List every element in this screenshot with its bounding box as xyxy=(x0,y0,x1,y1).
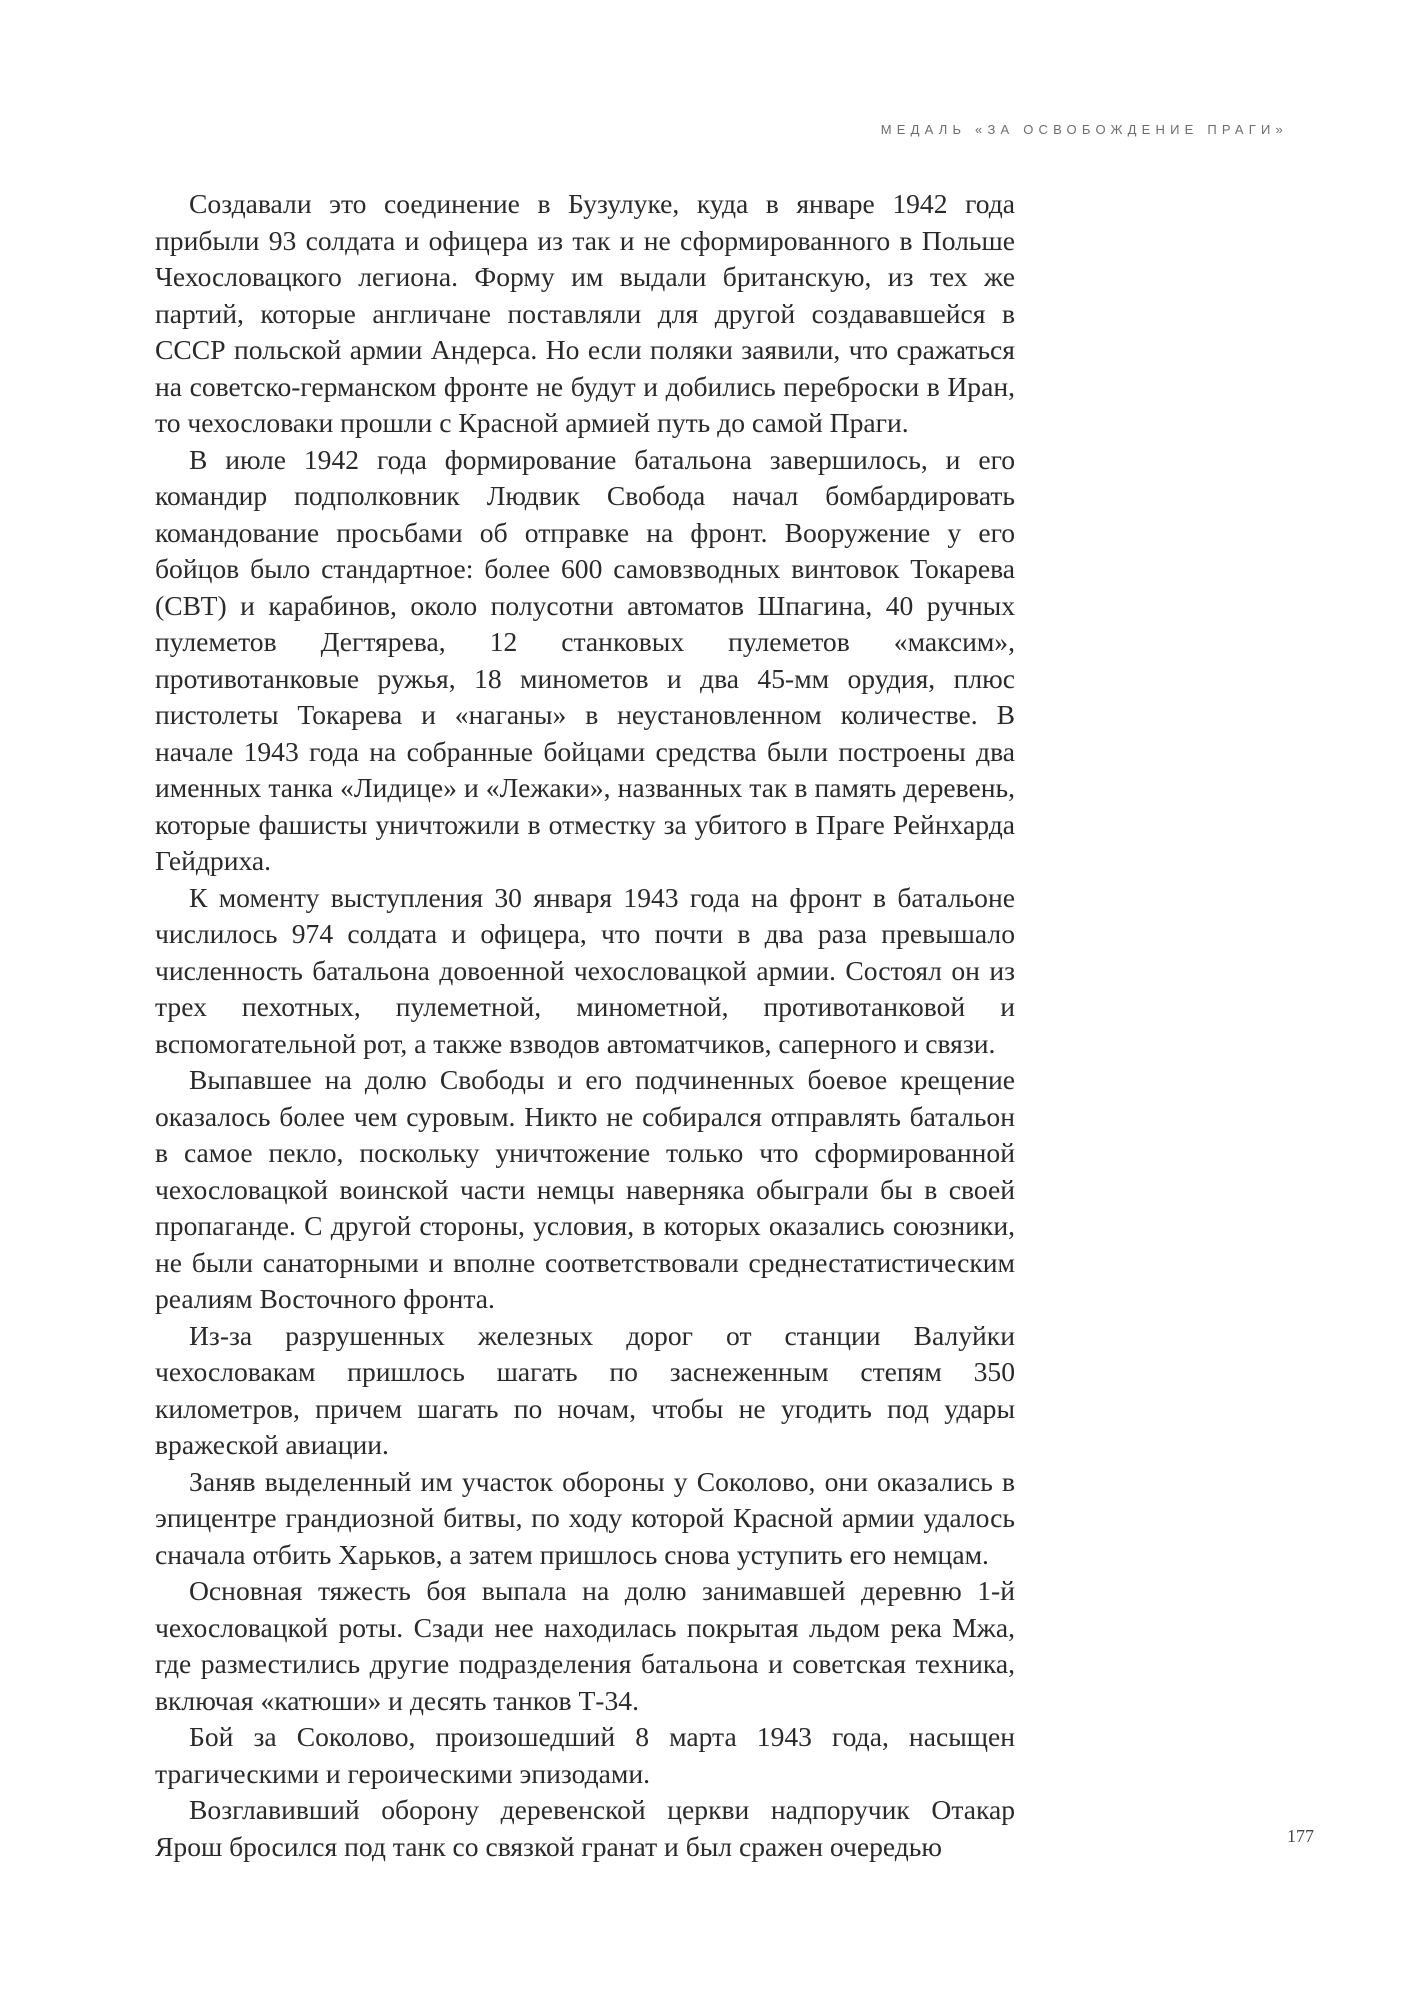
running-header: МЕДАЛЬ «ЗА ОСВОБОЖДЕНИЕ ПРАГИ» xyxy=(880,122,1288,137)
paragraph: Возглавивший оборону деревенской церкви надпоручик Отакар Ярош бросился под танк со связкой гранат и был сражен очередью xyxy=(155,1794,1015,1862)
paragraph: В июле 1942 года формирование батальона завершилось, и его командир подполковник Людвик Свобода начал бомбардировать командование просьбами об отправке на фронт. Вооружение у его бойцов было стандартное: более 600 самовзводных винтовок Токарева (СВТ) и карабинов, около полусотни автоматов Шпагина, 40 ручных пулеметов Дегтярева, 12 станковых пулеметов «максим», противотанковые ружья, 18 минометов и два 45-мм орудия, плюс пистолеты Токарева и «наганы» в неустановленном количестве. В начале 1943 года на собранные бойцами средства были построены два именных танка «Лидице» и «Лежаки», названных так в память деревень, которые фашисты уничтожили в отместку за убитого в Праге Рейнхарда Гейдриха. xyxy=(155,443,1015,876)
text-column xyxy=(155,186,1015,1865)
paragraph: Из-за разрушенных железных дорог от станции Валуйки чехословакам пришлось шагать по заснеженным степям 350 километров, причем шагать по ночам, чтобы не угодить под удары вражеской авиации. xyxy=(155,1319,1015,1460)
paragraph: Выпавшее на долю Свободы и его подчиненных боевое крещение оказалось более чем суровым. Никто не собирался отправлять батальон в самое пекло, поскольку уничтожение только что сформированной чехословацкой воинской части немцы наверняка обыграли бы в своей пропаганде. С другой стороны, условия, в которых оказались союзники, не были санаторными и вполне соответствовали среднестатистическим реалиям Восточного фронта. xyxy=(155,1064,1015,1314)
paragraph: К моменту выступления 30 января 1943 года на фронт в батальоне числилось 974 солдата и офицера, что почти в два раза превышало численность батальона довоенной чехословацкой армии. Состоял он из трех пехотных, пулеметной, минометной, противотанковой и вспомогательной рот, а также взводов автоматчиков, саперного и связи. xyxy=(155,881,1015,1059)
paragraph: Бой за Соколово, произошедший 8 марта 1943 года, насыщен трагическими и героическими эпизодами. xyxy=(155,1721,1015,1789)
page-number: 177 xyxy=(1287,1826,1314,1846)
paragraph: Основная тяжесть боя выпала на долю занимавшей деревню 1-й чехословацкой роты. Сзади нее находилась покрытая льдом река Мжа, где разместились другие подразделения батальона и советская техника, включая «катюши» и десять танков Т-34. xyxy=(155,1575,1015,1716)
paragraph: Заняв выделенный им участок обороны у Соколово, они оказались в эпицентре грандиозной битвы, по ходу которой Красной армии удалось сначала отбить Харьков, а затем пришлось снова уступить его немцам. xyxy=(155,1465,1015,1570)
paragraph: Создавали это соединение в Бузулуке, куда в январе 1942 года прибыли 93 солдата и офицера из так и не сформированного в Польше Чехословацкого легиона. Форму им выдали британскую, из тех же партий, которые англичане поставляли для другой создававшейся в СССР польской армии Андерса. Но если поляки заявили, что сражаться на советско-германском фронте не будут и добились переброски в Иран, то чехословаки прошли с Красной армией путь до самой Праги. xyxy=(155,188,1015,438)
